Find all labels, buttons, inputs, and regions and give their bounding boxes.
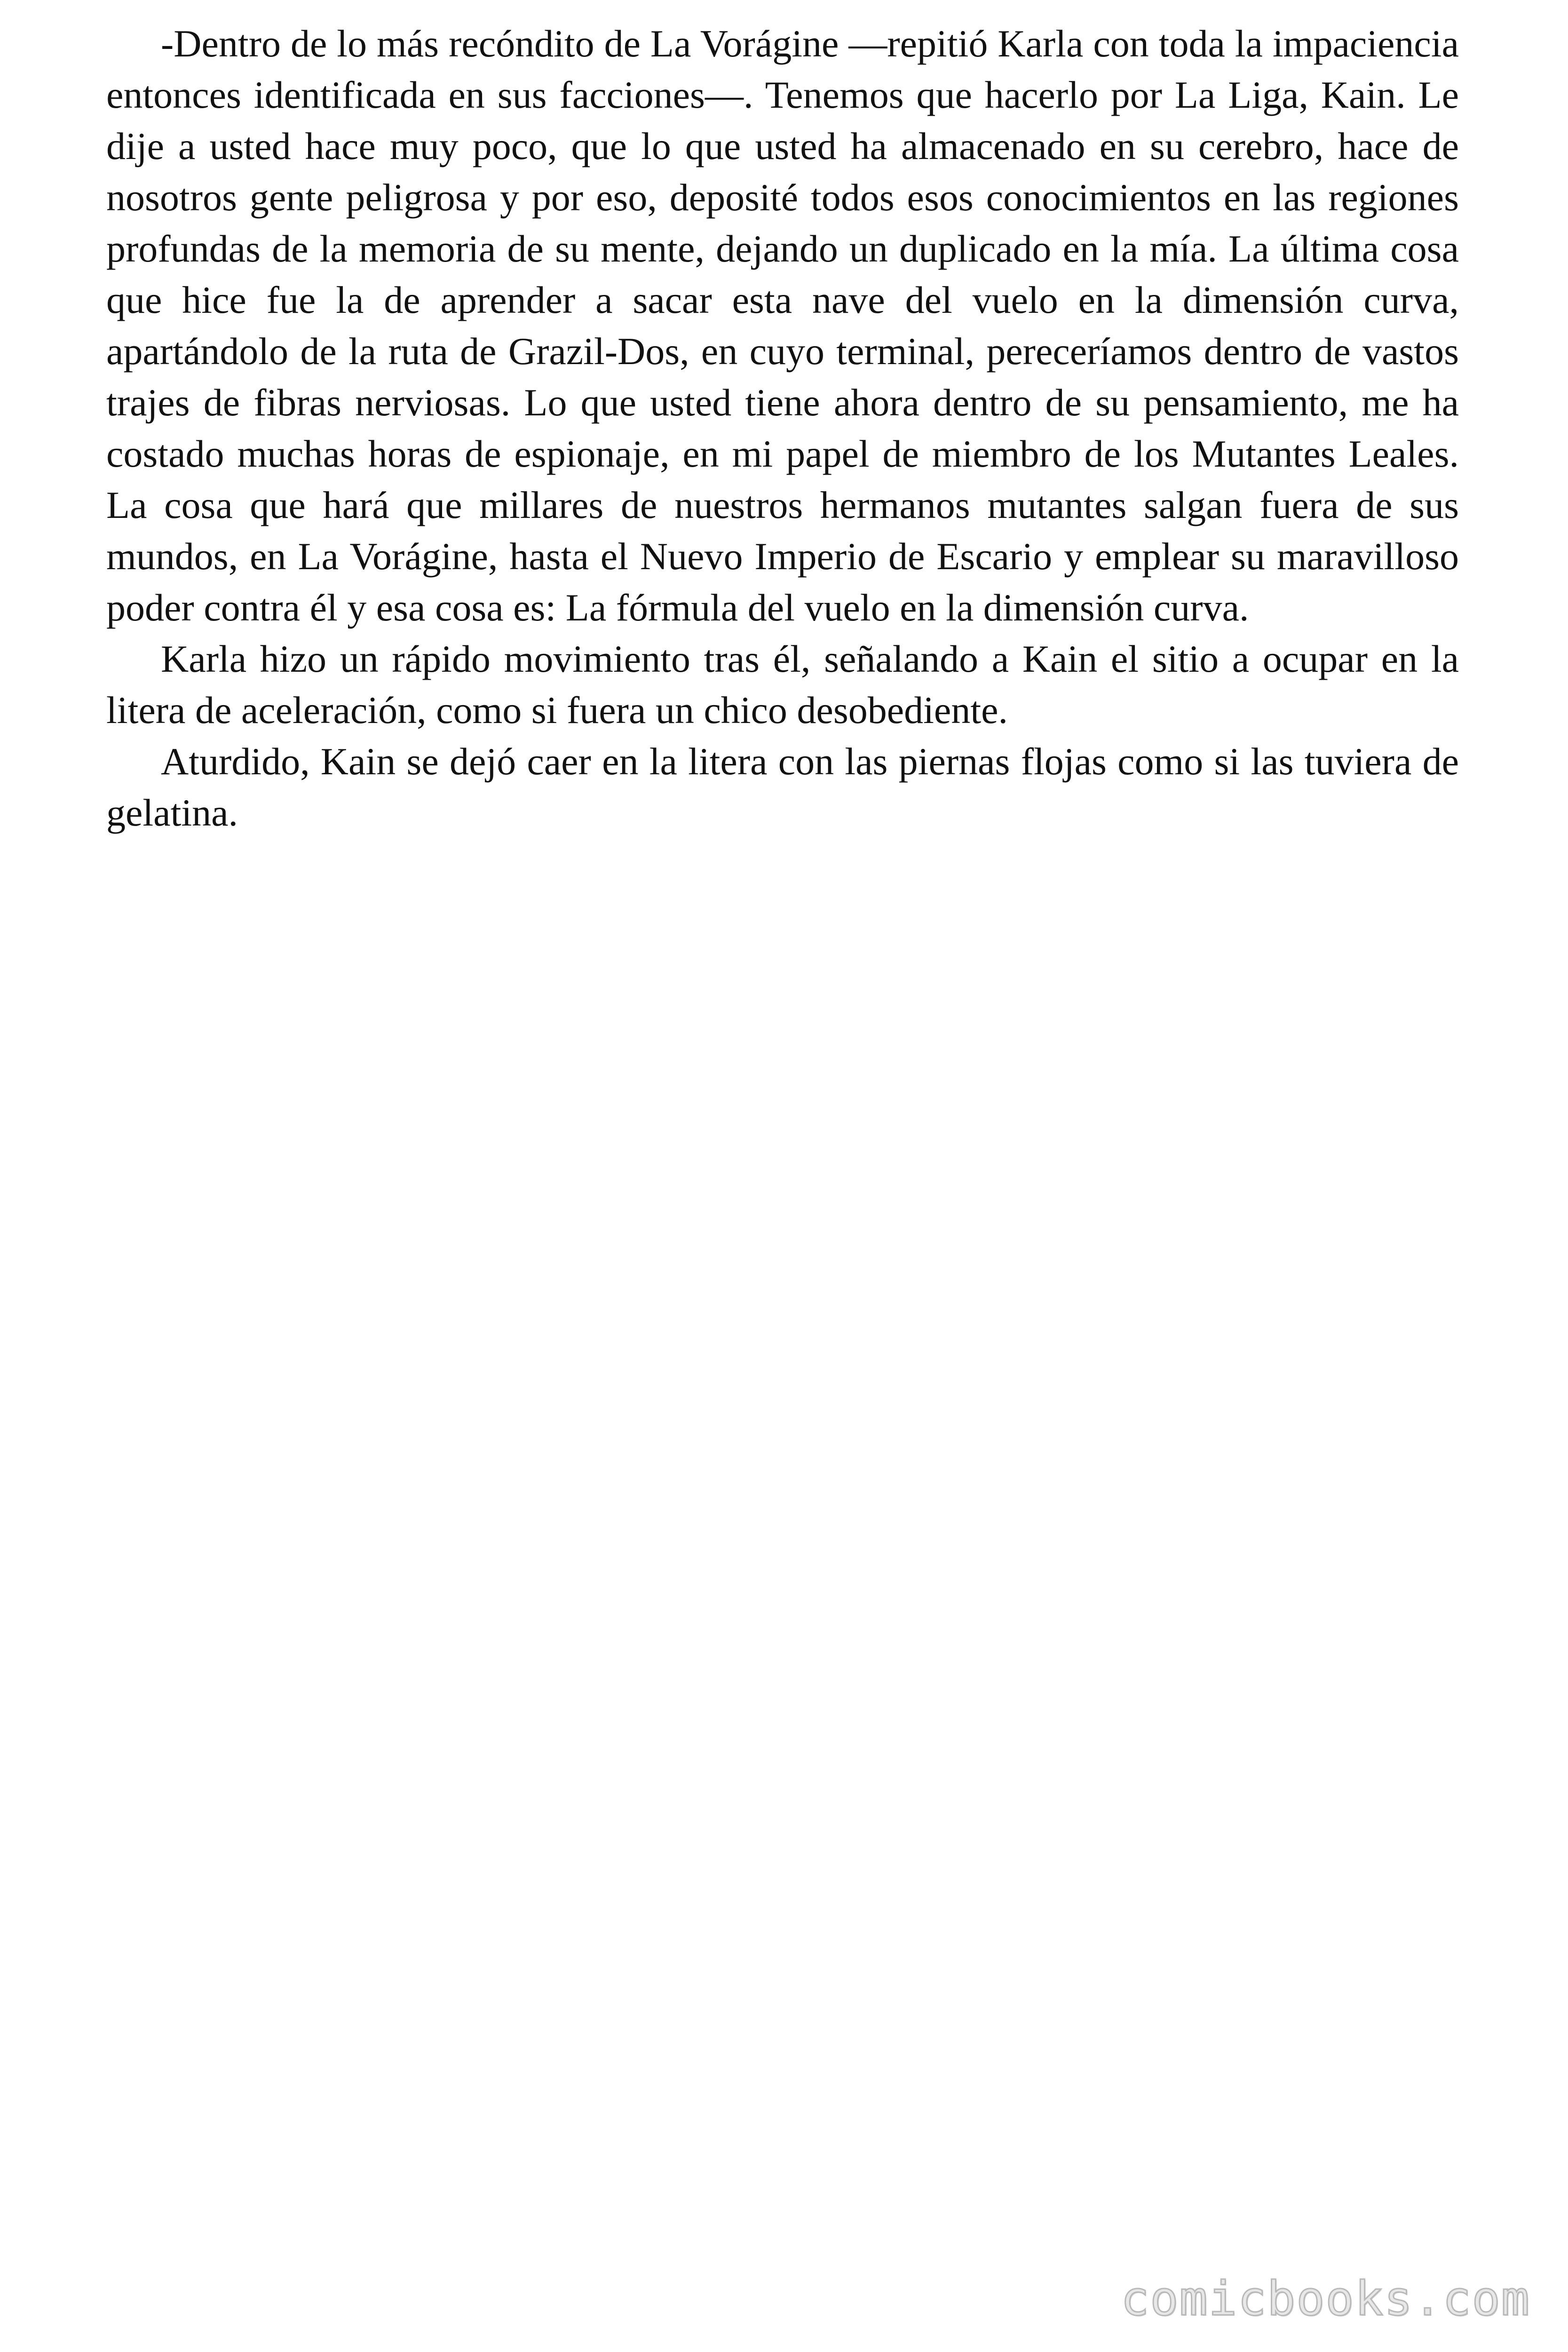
body-text	[106, 18, 1459, 838]
paragraph-2: Karla hizo un rápido movimiento tras él, señalando a Kain el sitio a ocupar en la litera de aceleración, como si fuera un chico desobediente.	[106, 637, 1459, 731]
paragraph-1: -Dentro de lo más recóndito de La Vorágine —repitió Karla con toda la impaciencia entonces identificada en sus facciones—. Tenemos que hacerlo por La Liga, Kain. Le dije a usted hace muy poco, que lo que usted ha almacenado en su cerebro, hace de nosotros gente peligrosa y por eso, deposité todos esos conocimientos en las regiones profundas de la memoria de su mente, dejando un duplicado en la mía. La última cosa que hice fue la de aprender a sacar esta nave del vuelo en la dimensión curva, apartándolo de la ruta de Grazil-Dos, en cuyo terminal, pereceríamos dentro de vastos trajes de fibras nerviosas. Lo que usted tiene ahora dentro de su pensamiento, me ha costado muchas horas de espionaje, en mi papel de miembro de los Mutantes Leales. La cosa que hará que millares de nuestros hermanos mutantes salgan fuera de sus mundos, en La Vorágine, hasta el Nuevo Imperio de Escario y emplear su maravilloso poder contra él y esa cosa es: La fórmula del vuelo en la dimensión curva.	[106, 22, 1459, 629]
watermark: comicbooks.com	[1121, 2271, 1530, 2326]
paragraph-3: Aturdido, Kain se dejó caer en la litera con las piernas flojas como si las tuviera de gelatina.	[106, 740, 1459, 834]
